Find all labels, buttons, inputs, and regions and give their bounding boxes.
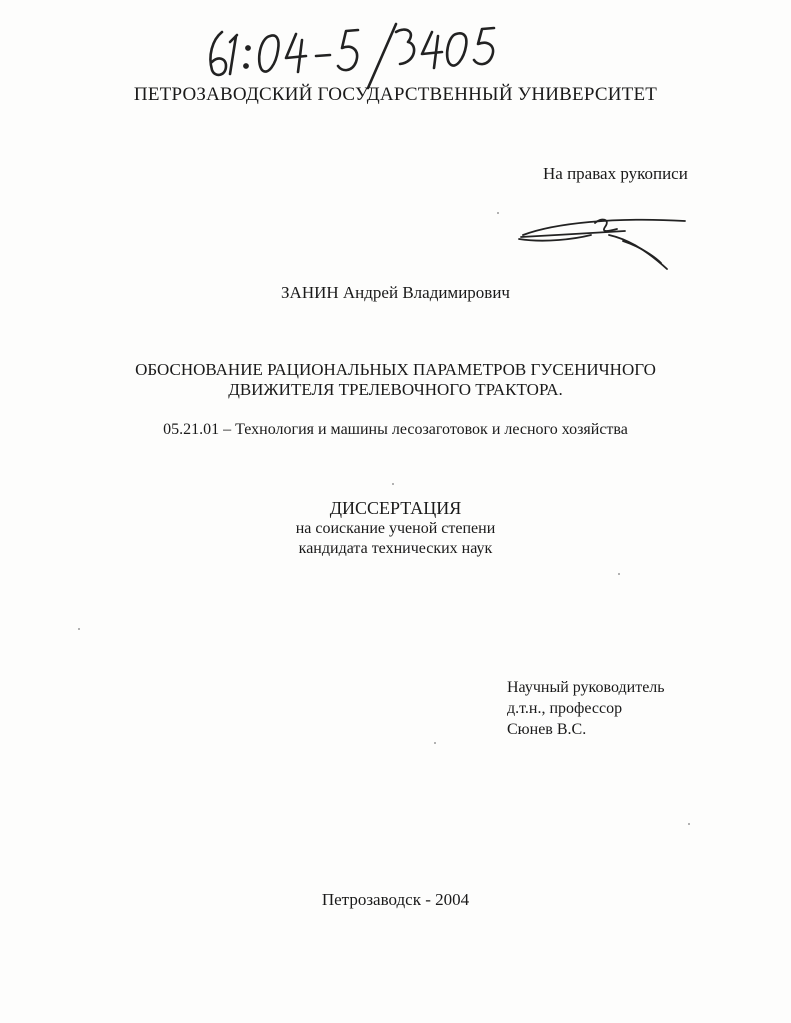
supervisor-block (507, 677, 665, 740)
thesis-type: ДИССЕРТАЦИЯ (329, 498, 462, 518)
archive-code-handwritten (200, 18, 500, 93)
author-signature (505, 205, 695, 280)
scan-speck (497, 212, 499, 214)
thesis-degree-line-1: на соискание ученой степени (295, 520, 496, 537)
university-name: ПЕТРОЗАВОДСКИЙ ГОСУДАРСТВЕННЫЙ УНИВЕРСИТЕТ (133, 84, 658, 105)
supervisor-degree: д.т.н., профессор (507, 700, 623, 717)
title-line-2: ДВИЖИТЕЛЯ ТРЕЛЕВОЧНОГО ТРАКТОРА. (228, 380, 563, 399)
thesis-degree-line-2: кандидата технических наук (298, 540, 493, 557)
rights-note: На правах рукописи (543, 164, 688, 183)
scan-speck (392, 483, 394, 485)
title-line-1: ОБОСНОВАНИЕ РАЦИОНАЛЬНЫХ ПАРАМЕТРОВ ГУСЕНИЧНОГО (135, 360, 656, 379)
scan-speck (618, 573, 620, 575)
scan-speck (78, 628, 80, 630)
dissertation-title (0, 360, 791, 400)
author-name: ЗАНИН Андрей Владимирович (281, 283, 510, 302)
place-and-year: Петрозаводск - 2004 (321, 890, 470, 909)
specialty-code: 05.21.01 – Технология и машины лесозаготовок и лесного хозяйства (163, 421, 628, 438)
supervisor-role: Научный руководитель (507, 679, 665, 696)
scan-speck (688, 823, 690, 825)
supervisor-name: Сюнев В.С. (507, 721, 587, 738)
scan-speck (434, 742, 436, 744)
thesis-block (0, 497, 791, 559)
